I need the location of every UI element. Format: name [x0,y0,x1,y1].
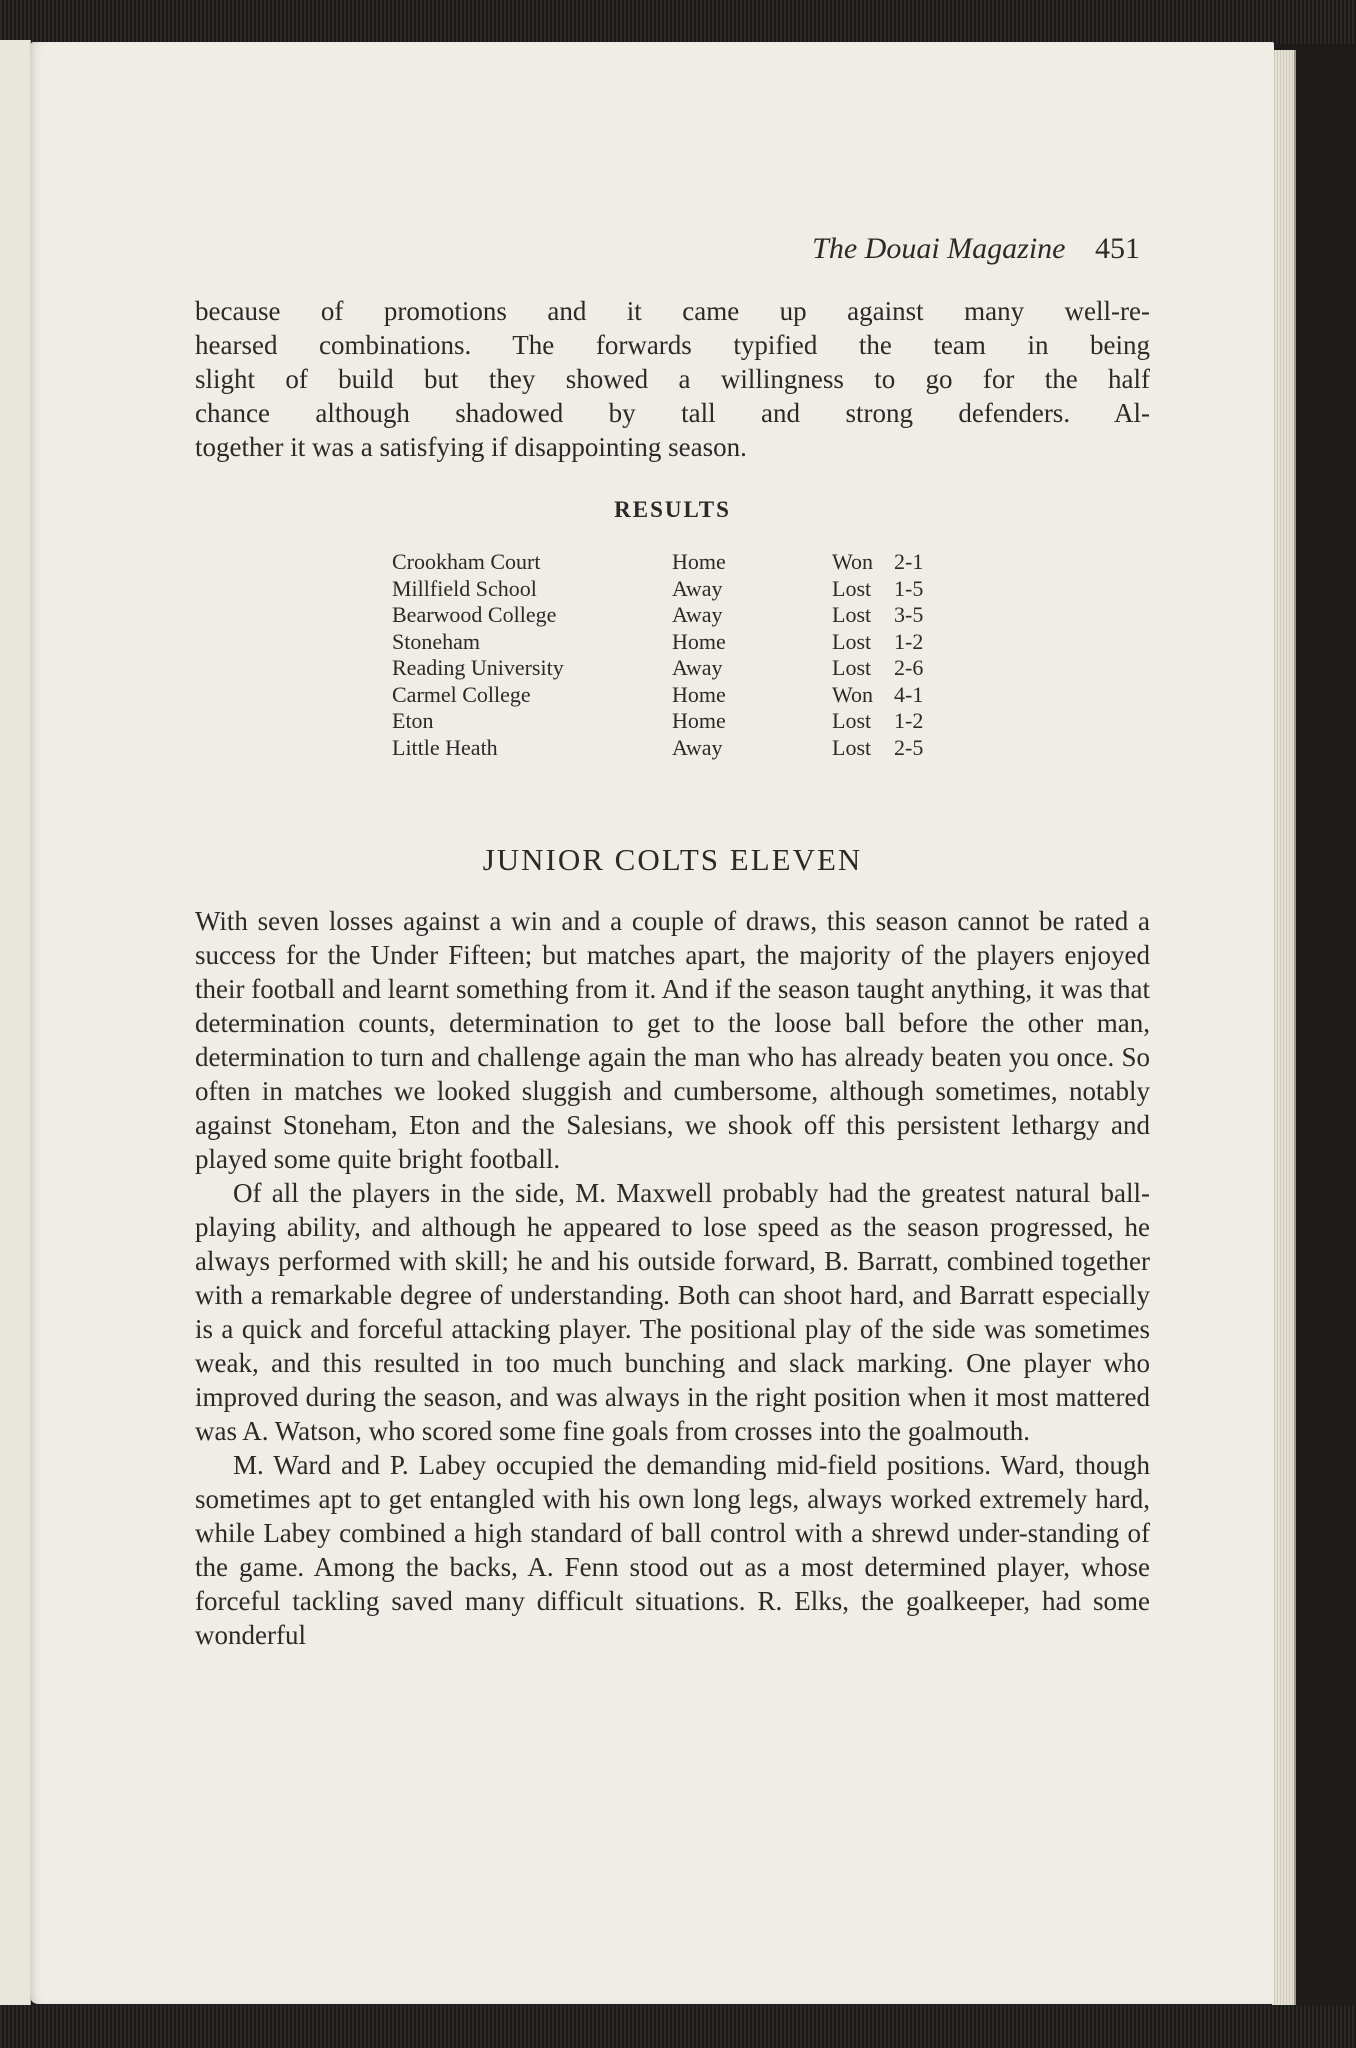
score: 2-6 [894,655,924,680]
outcome: Won [832,681,874,707]
venue: Away [672,655,723,680]
section-heading: JUNIOR COLTS ELEVEN [482,842,863,877]
outcome: Lost [832,575,872,601]
page-stack-edge [1272,50,1296,2005]
opponent: Carmel College [392,681,531,707]
opponent: Crookham Court [392,549,541,574]
text-line: hearsed combinations. The forwards typified the team in being [195,330,1150,360]
venue: Away [672,602,723,627]
results-row [392,549,954,576]
intro-paragraph [195,294,1150,464]
magazine-title: The Douai Magazine [812,232,1066,265]
text-line: chance although shadowed by tall and strong defenders. Al- [195,398,1150,428]
opponent: Stoneham [392,628,480,654]
score: 2-1 [894,549,924,574]
venue: Away [672,575,723,601]
paragraph: M. Ward and P. Labey occupied the demanding mid-field positions. Ward, though sometimes apt to get entangled with his own long legs, always worked extremely hard, while Labey combined a high standard of ball control with a shrewd under-standing of the game. Among the backs, A. Fenn stood out as a most determined player, whose forceful tackling saved many difficult situations. R. Elks, the goalkeeper, had some wonderful [195,1450,1150,1650]
results-table [392,549,954,761]
section-body [195,904,1150,1652]
book-cover-bottom [0,2005,1356,2048]
outcome: Lost [832,708,872,733]
book-cover-top [0,0,1356,44]
results-row [392,708,954,735]
score: 3-5 [894,602,924,627]
results-row [392,735,954,762]
opponent: Millfield School [392,575,537,601]
results-row [392,576,954,603]
opponent: Bearwood College [392,602,557,627]
results-row [392,655,954,682]
outcome: Lost [832,602,872,627]
score: 1-2 [894,628,924,654]
opponent: Eton [392,708,434,733]
outcome: Won [832,549,874,574]
outcome: Lost [832,655,872,680]
venue: Home [672,708,726,733]
outcome: Lost [832,628,872,654]
venue: Home [672,628,726,654]
text-line: slight of build but they showed a willingness to go for the half [195,364,1150,394]
page-number: 451 [1095,232,1140,265]
results-row [392,682,954,709]
results-row [392,629,954,656]
book-page [30,42,1274,2004]
results-row [392,602,954,629]
score: 2-5 [894,734,924,760]
venue: Away [672,734,723,760]
opponent: Little Heath [392,734,498,760]
score: 4-1 [894,681,924,707]
text-line: because of promotions and it came up against many well-re- [195,296,1150,326]
venue: Home [672,681,726,707]
opponent: Reading University [392,655,564,680]
paragraph: Of all the players in the side, M. Maxwell probably had the greatest natural ball-playing ability, and although he appeared to lose speed as the season progressed, he always performed with skill; he and his outside forward, B. Barratt, combined together with a remarkable degree of understanding. Both can shoot hard, and Barratt especially is a quick and forceful attacking player. The positional play of the side was sometimes weak, and this resulted in too much bunching and slack marking. One player who improved during the season, and was always in the right position when it most mattered was A. Watson, who scored some fine goals from crosses into the goalmouth. [195,1178,1150,1446]
running-header [30,232,1140,266]
score: 1-2 [894,708,924,733]
text-line: together it was a satisfying if disappointing season. [195,432,747,462]
score: 1-5 [894,575,924,601]
paragraph: With seven losses against a win and a couple of draws, this season cannot be rated a success for the Under Fifteen; but matches apart, the majority of the players enjoyed their football and learnt something from it. And if the season taught anything, it was that determination counts, determination to get to the loose ball before the other man, determination to turn and challenge again the man who has already beaten you once. So often in matches we looked sluggish and cumbersome, although sometimes, notably against Stoneham, Eton and the Salesians, we shook off this persistent lethargy and played some quite bright football. [195,906,1150,1174]
left-page-edge [0,40,31,2005]
outcome: Lost [832,734,872,760]
results-heading: RESULTS [614,497,731,522]
venue: Home [672,549,726,574]
